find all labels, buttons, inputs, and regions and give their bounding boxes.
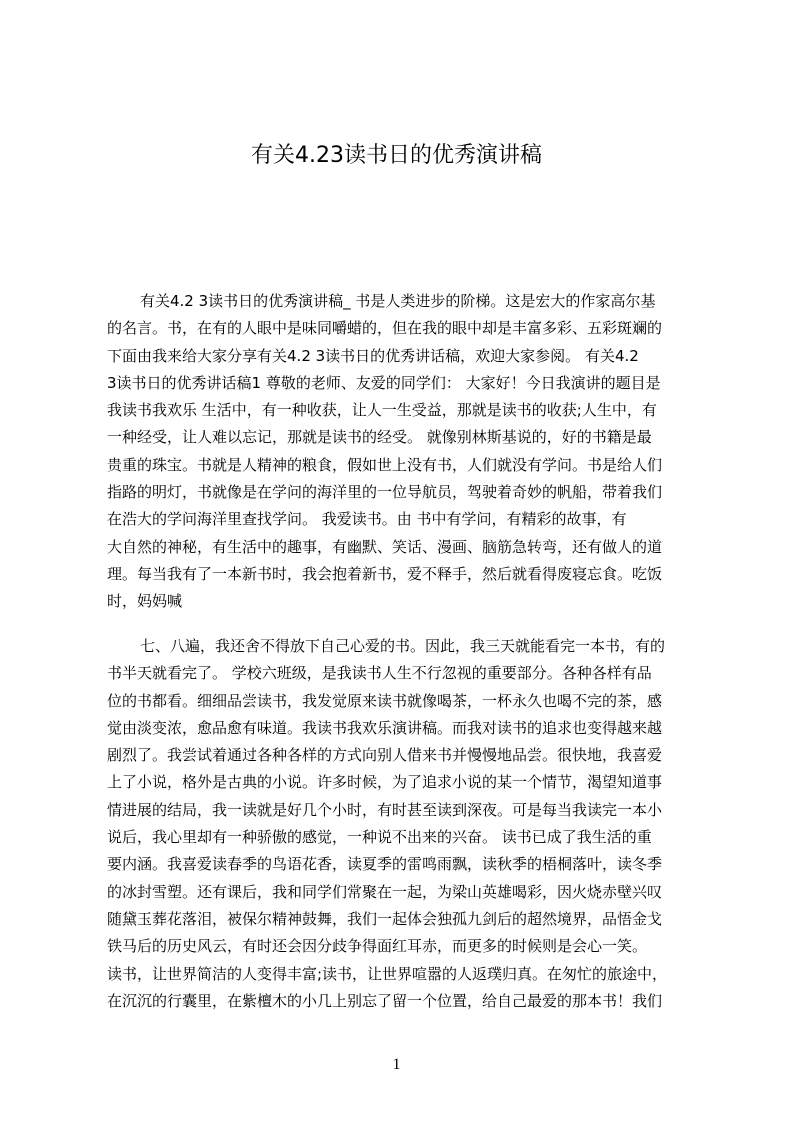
text-line: 理。每当我有了一本新书时，我会抱着新书，爱不释手，然后就看得废寝忘食。吃饭: [107, 564, 663, 583]
text-line: 下面由我来给大家分享有关4.2 3读书日的优秀讲话稿，欢迎大家参阅。 有关4.2: [107, 346, 639, 365]
text-line: 的冰封雪塑。还有课后，我和同学们常聚在一起，为梁山英雄喝彩，因火烧赤壁兴叹: [107, 882, 663, 901]
text-line: 说后，我心里却有一种骄傲的感觉，一种说不出来的兴奋。 读书已成了我生活的重: [107, 828, 652, 847]
text-line: 读书，让世界简洁的人变得丰富;读书，让世界喧嚣的人返璞归真。在匆忙的旅途中，: [107, 964, 668, 983]
text-line: 贵重的珠宝。书就是人精神的粮食，假如世上没有书，人们就没有学问。书是给人们: [107, 455, 663, 474]
document-title: 有关4.23读书日的优秀演讲稿: [251, 143, 542, 168]
text-line: 一种经受，让人难以忘记，那就是读书的经受。 就像别林斯基说的，好的书籍是最: [107, 428, 652, 447]
paragraph-2: [107, 633, 699, 1015]
text-line: 有关4.2 3读书日的优秀演讲稿_ 书是人类进步的阶梯。这是宏大的作家高尔基: [140, 292, 656, 310]
paragraph-1: [107, 288, 699, 616]
text-line: 七、八遍，我还舍不得放下自己心爱的书。因此，我三天就能看完一本书，有的: [140, 637, 666, 655]
text-line: 指路的明灯，书就像是在学问的海洋里的一位导航员，驾驶着奇妙的帆船，带着我们: [107, 483, 663, 502]
text-line: 上了小说，格外是古典的小说。许多时候，为了追求小说的某一个情节，渴望知道事: [107, 773, 663, 792]
text-line: 时，妈妈喊: [107, 592, 183, 611]
text-line: 在沉沉的行囊里，在紫檀木的小几上别忘了留一个位置，给自己最爱的那本书！我们: [107, 991, 663, 1010]
text-line: 随黛玉葬花落泪，被保尔精神鼓舞，我们一起体会独孤九剑后的超然境界，品悟金戈: [107, 909, 663, 928]
text-line: 觉由淡变浓，愈品愈有味道。我读书我欢乐演讲稿。而我对读书的追求也变得越来越: [107, 718, 663, 737]
text-line: 位的书都看。细细品尝读书，我发觉原来读书就像喝茶，一杯永久也喝不完的茶，感: [107, 691, 663, 710]
text-line: 大自然的神秘，有生活中的趣事，有幽默、笑话、漫画、脑筋急转弯，还有做人的道: [107, 537, 663, 556]
text-line: 书半天就看完了。 学校六班级，是我读书人生不行忽视的重要部分。各种各样有品: [107, 664, 652, 683]
text-line: 要内涵。我喜爱读春季的鸟语花香，读夏季的雷鸣雨飘，读秋季的梧桐落叶，读冬季: [107, 855, 663, 874]
text-line: 情进展的结局，我一读就是好几个小时，有时甚至读到深夜。可是每当我读完一本小: [107, 800, 663, 819]
text-line: 剧烈了。我尝试着通过各种各样的方式向别人借来书并慢慢地品尝。很快地，我喜爱: [107, 746, 663, 765]
text-line: 3读书日的优秀讲话稿1 尊敬的老师、友爱的同学们： 大家好！今日我演讲的题目是: [107, 373, 661, 392]
text-line: 在浩大的学问海洋里查找学问。 我爱读书。由 书中有学问，有精彩的故事，有: [107, 510, 627, 529]
text-line: 的名言。书，在有的人眼中是味同嚼蜡的，但在我的眼中却是丰富多彩、五彩斑斓的: [107, 319, 663, 338]
text-line: 我读书我欢乐 生活中，有一种收获，让人一生受益，那就是读书的收获;人生中，有: [107, 401, 657, 420]
page-number: 1: [392, 1056, 401, 1073]
text-line: 铁马后的历史风云，有时还会因分歧争得面红耳赤，而更多的时候则是会心一笑。: [107, 937, 648, 956]
